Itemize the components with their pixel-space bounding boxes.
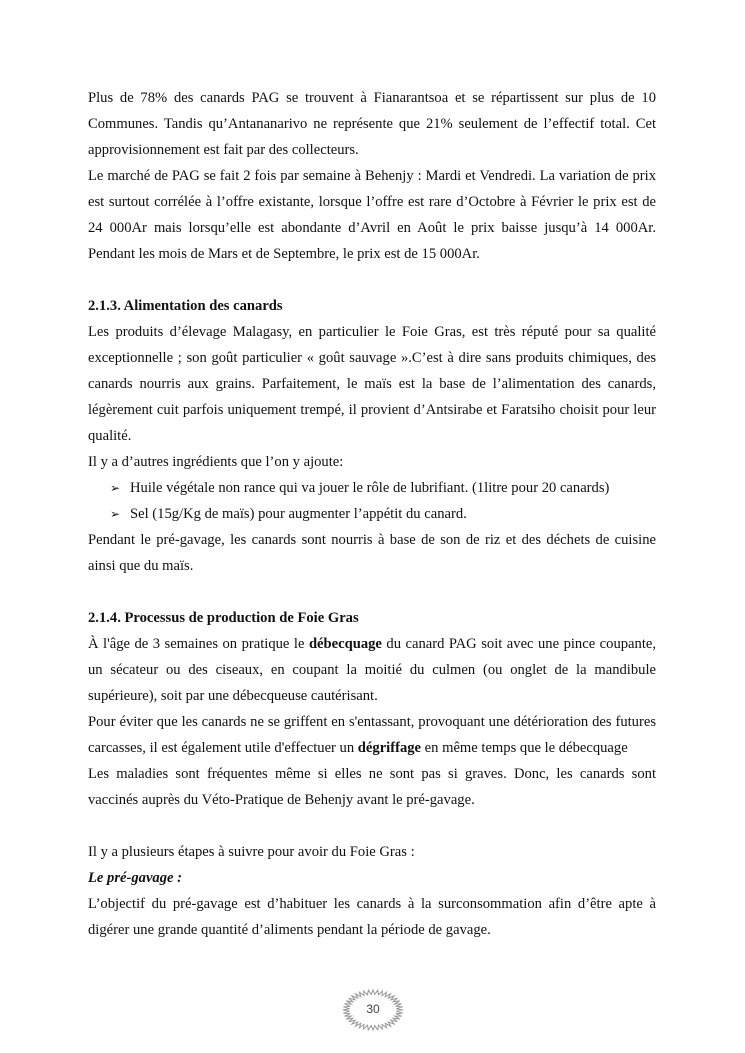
list-item-text: Huile végétale non rance qui va jouer le rôle de lubrifiant. (1litre pour 20 canards) [130, 480, 610, 496]
text: du canard PAG soit avec une pince coupante, un sécateur ou des ciseaux, en coupant la moitié du culmen (ou onglet de la mandibule supérieure), soit par une débecqueuse cautérisant. [88, 636, 656, 704]
list-item-text: Sel (15g/Kg de maïs) pour augmenter l’appétit du canard. [130, 506, 467, 522]
subheading: Le pré-gavage : [88, 870, 183, 886]
list-item [88, 501, 656, 527]
paragraph: Plus de 78% des canards PAG se trouvent à Fianarantsoa et se répartissent sur plus de 10 Communes. Tandis qu’Antananarivo ne représente que 21% seulement de l’effectif total. Cet approvisionnement est fait par des collecteurs. [88, 90, 656, 158]
text: À l'âge de 3 semaines on pratique le [88, 636, 309, 652]
paragraph: Les produits d’élevage Malagasy, en particulier le Foie Gras, est très réputé pour sa qualité exceptionnelle ; son goût particulier « goût sauvage ».C’est à dire sans produits chimiques, des canards nourris aux grains. Parfaitement, le maïs est la base de l’alimentation des canards, légèrement cuit parfois uniquement trempé, il provient d’Antsirabe et Faratsiho choisit pour leur qualité. [88, 324, 656, 444]
paragraph [88, 709, 656, 761]
bold-term: dégriffage [357, 740, 422, 756]
section-heading: 2.1.3. Alimentation des canards [88, 298, 283, 314]
text: en même temps que le débecquage [421, 740, 628, 756]
page-number: 30 [366, 1002, 380, 1016]
text: Pour éviter que les canards ne se griffent en s'entassant, provoquant une détérioration des futures carcasses, il est également utile d'effectuer un [88, 714, 656, 756]
paragraph: Les maladies sont fréquentes même si elles ne sont pas si graves. Donc, les canards sont vaccinés auprès du Véto-Pratique de Behenjy avant le pré-gavage. [88, 766, 656, 808]
page-number-badge [341, 988, 405, 1032]
paragraph: Il y a plusieurs étapes à suivre pour avoir du Foie Gras : [88, 844, 415, 860]
paragraph: Le marché de PAG se fait 2 fois par semaine à Behenjy : Mardi et Vendredi. La variation de prix est surtout corrélée à l’offre existante, lorsque l’offre est rare d’Octobre à Février le prix est de 24 000Ar mais lorsqu’elle est abondante d’Avril en Août le prix baisse jusqu’à 14 000Ar. Pendant les mois de Mars et de Septembre, le prix est de 15 000Ar. [88, 168, 656, 262]
bold-term: débecquage [308, 636, 382, 652]
arrow-bullet-icon: ➢ [110, 507, 121, 521]
paragraph: Pendant le pré-gavage, les canards sont nourris à base de son de riz et des déchets de cuisine ainsi que du maïs. [88, 532, 656, 574]
bullet-list [88, 475, 656, 527]
section-heading: 2.1.4. Processus de production de Foie Gras [88, 610, 359, 626]
arrow-bullet-icon: ➢ [110, 481, 121, 495]
list-item [88, 475, 656, 501]
body-text [88, 85, 656, 943]
paragraph: L’objectif du pré-gavage est d’habituer les canards à la surconsommation afin d’être apte à digérer une grande quantité d’aliments pendant la période de gavage. [88, 896, 656, 938]
paragraph [88, 631, 656, 709]
paragraph: Il y a d’autres ingrédients que l’on y ajoute: [88, 454, 344, 470]
